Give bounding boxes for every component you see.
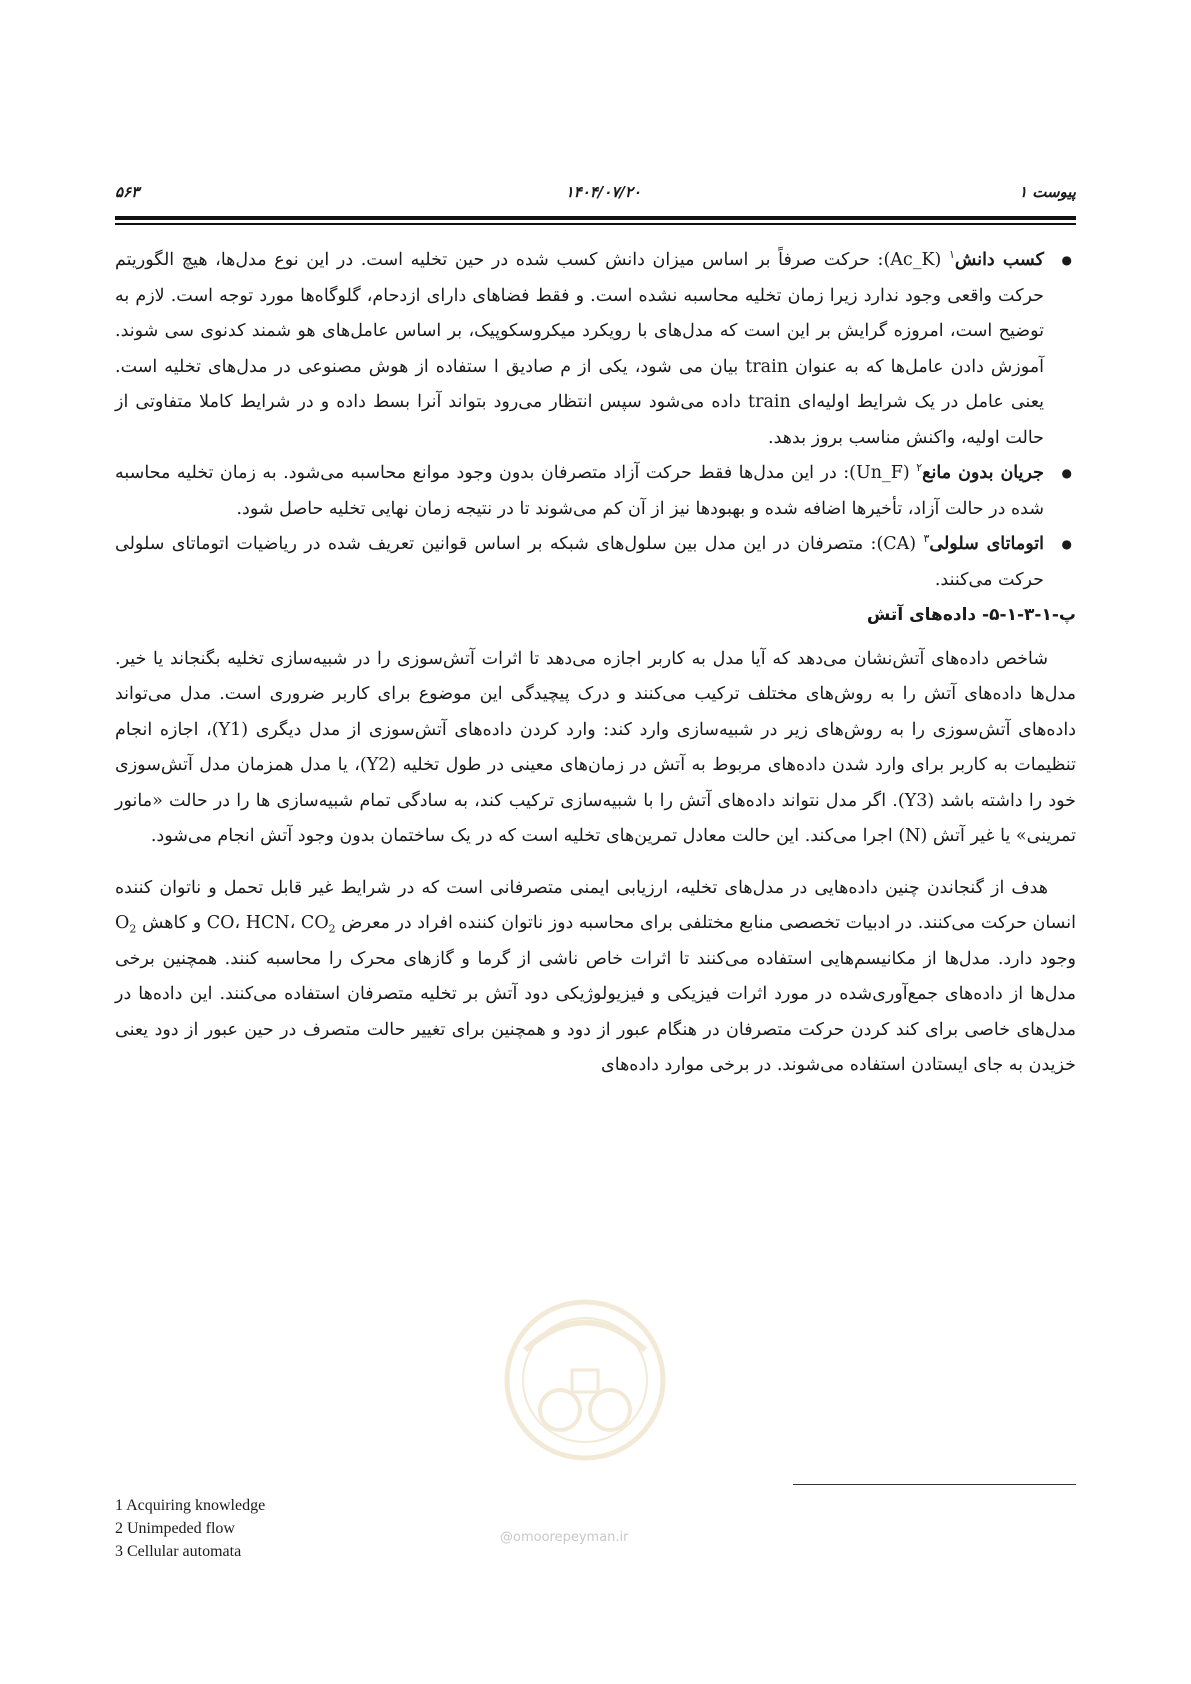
header-section-title: پیوست ۱ [1018,183,1076,201]
list-item-text: : حرکت صرفاً بر اساس میزان دانش کسب شده در حین تخلیه است. در این نوع مدل‌ها، هیچ الگوریتم حرکت واقعی وجود ندارد زیرا زمان تخلیه محاسبه نشده است. و فقط فضاهای دارای ازدحام، گلوگاه‌ها مورد توجه است. لازم به توضیح است، امروزه گرایش بر این است که مدل‌های با رویکرد میکروسکوپیک، بر اساس عامل‌های هو شمند کدنوی سی شوند. آموزش دادن عامل‌ها که به عنوان train بیان می شود، یکی از م صادیق ا ستفاده از هوش مصنوعی در مدل‌های تخلیه است. یعنی عامل در یک شرایط اولیه‌ای train داده می‌شود سپس انتظار می‌رود بتواند آنرا بسط داده و در شرایط کاملا متفاوتی از حالت اولیه، واکنش مناسب بروز بدهد. [115,250,1045,448]
list-item-abbr: (Un_F) [849,463,910,483]
page-header [115,183,1076,211]
header-page-number: ۵۶۳ [115,183,140,201]
subscript: 2 [129,922,137,936]
section-heading: پ-۱-۳-۱-۵- داده‌های آتش [866,605,1076,625]
model-types-list [115,243,1076,598]
list-item [115,456,1076,527]
footnote-ref: ۱ [948,248,955,262]
footnotes [115,1494,265,1563]
watermark-seal-icon [490,1290,680,1465]
footnote-item: 2 Unimpeded flow [115,1520,235,1537]
list-item [115,243,1076,456]
subscript: 2 [328,922,336,936]
list-item [115,527,1076,598]
list-item-term: اتوماتای سلولی [929,534,1044,554]
header-rule-thin [115,223,1076,225]
list-item-abbr: (Ac_K) [883,250,942,270]
watermark-url: @omoorepeyman.ir [500,1530,629,1545]
footnote-ref: ۲ [916,461,923,475]
footnote-ref: ۳ [923,532,930,546]
list-item-text: : در این مدل‌ها فقط حرکت آزاد متصرفان بدون وجود موانع محاسبه می‌شود. به زمان تخلیه محاسبه شده در حالت آزاد، تأخیرها اضافه شده و بهبودها نیز از آن کم می‌شوند تا در نتیجه زمان نهایی تخلیه حاصل شود. [115,463,1044,519]
footnote-rule [793,1484,1076,1485]
footnote-item: 1 Acquiring knowledge [115,1497,266,1514]
header-date: ۱۴۰۴/۰۷/۲۰ [565,183,641,201]
list-item-abbr: (CA) [876,534,917,554]
paragraph-text: هدف از گنجاندن چنین داده‌هایی در مدل‌های تخلیه، ارزیابی ایمنی متصرفانی است که در شرایط غیر قابل تحمل و ناتوان کننده انسان حرکت می‌کنند. در ادبیات تخصصی منابع مختلفی برای محاسبه دوز ناتوان کننده افراد در معرض CO، HCN، CO [115,877,1077,933]
paragraph-fire-effects [115,871,1076,1084]
footnote-item: 3 Cellular automata [115,1543,242,1560]
header-rule-thick [115,216,1076,220]
paragraph-fire-data: شاخص داده‌های آتش‌نشان می‌دهد که آیا مدل به کاربر اجازه می‌دهد تا اثرات آتش‌سوزی را در شبیه‌سازی تخلیه بگنجاند یا خیر. مدل‌ها داده‌های آتش را به روش‌های مختلف ترکیب می‌کنند و درک پیچیدگی این موضوع برای کاربر ضروری است. مدل می‌تواند داده‌های آتش‌سوزی را به روش‌های زیر در شبیه‌سازی وارد کند: وارد کردن داده‌های آتش‌سوزی از مدل دیگری (Y1)، اجازه انجام تنظیمات به کاربر برای وارد شدن داده‌های مربوط به آتش در زمان‌های معینی در طول تخلیه (Y2)، یا مدل همزمان مدل آتش‌سوزی خود را داشته باشد (Y3). اگر مدل نتواند داده‌های آتش را با شبیه‌سازی ترکیب کند، به سادگی تمام شبیه‌سازی ها را در حالت «مانور تمرینی» یا غیر آتش (N) اجرا می‌کند. این حالت معادل تمرین‌های تخلیه است که در یک ساختمان بدون وجود آتش انجام می‌شود. [115,648,1077,846]
paragraph-text: وجود دارد. مدل‌ها از مکانیسم‌هایی استفاده می‌کنند تا اثرات خاص ناشی از گرما و گازهای محرک را محاسبه کنند. همچنین برخی مدل‌ها از داده‌های جمع‌آوری‌شده در مورد اثرات فیزیکی و فیزیولوژیکی دود آتش بر تخلیه متصرفان استفاده می‌کنند. این داده‌ها در مدل‌های خاصی برای کند کردن حرکت متصرفان در هنگام عبور از دود و همچنین برای تغییر حالت متصرف در حین عبور از دود یعنی خزیدن به جای ایستادن استفاده می‌شوند. در برخی موارد داده‌های [115,948,1076,1075]
main-content [115,243,1076,1084]
paragraph-text: و کاهش O [115,913,207,933]
list-item-term: جریان بدون مانع [922,463,1044,483]
list-item-term: کسب دانش [954,250,1044,270]
list-item-text: : متصرفان در این مدل بین سلول‌های شبکه بر اساس قوانین تعریف شده در ریاضیات اتوماتای سلولی حرکت می‌کنند. [115,534,1044,590]
